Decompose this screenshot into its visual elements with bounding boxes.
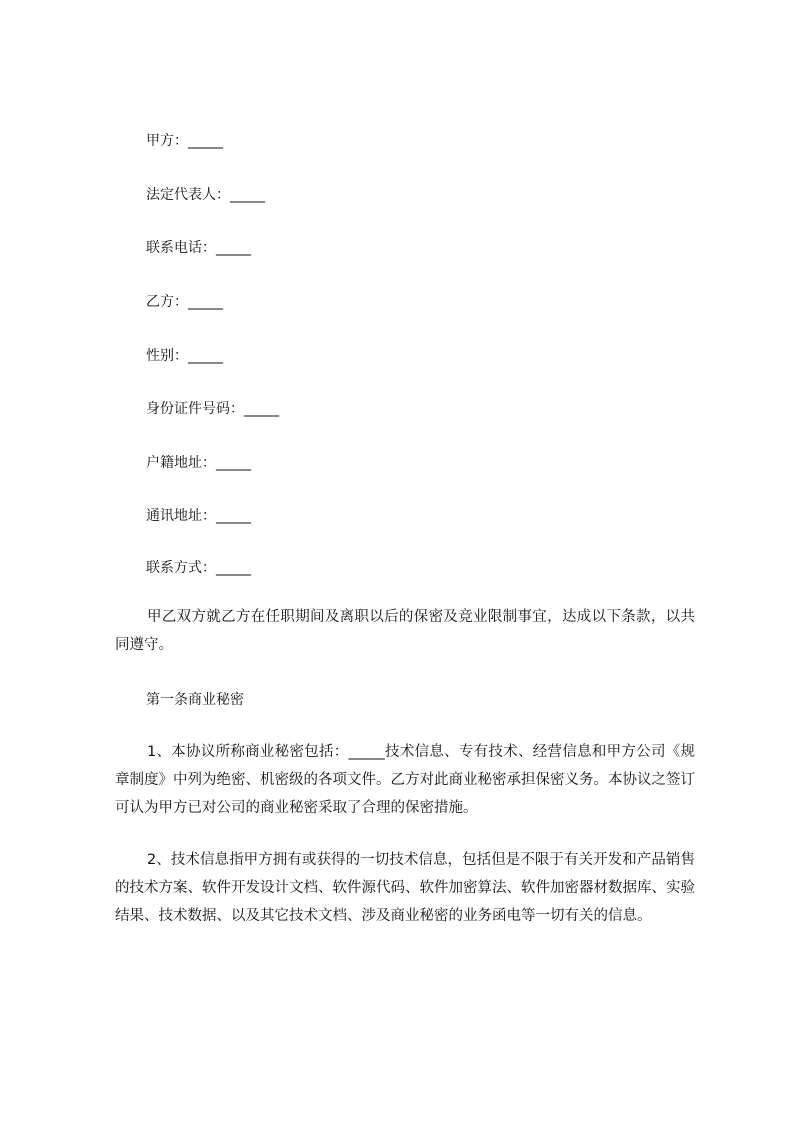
field-id-number — [146, 399, 279, 419]
field-blank: _____ — [188, 294, 223, 310]
field-mailing-address — [146, 506, 251, 526]
field-party-b — [146, 292, 223, 312]
field-gender — [146, 346, 223, 366]
field-label: 乙方： — [146, 294, 188, 310]
field-blank: _____ — [188, 348, 223, 364]
field-blank: _____ — [230, 187, 265, 203]
section-title: 第一条商业秘密 — [146, 692, 244, 708]
field-contact-method — [146, 558, 251, 578]
field-blank: _____ — [216, 508, 251, 524]
intro-paragraph: 甲乙双方就乙方在任职期间及离职以后的保密及竞业限制事宜，达成以下条款，以共同遵守。 — [115, 609, 695, 653]
clause-paragraph: 2、技术信息指甲方拥有或获得的一切技术信息，包括但是不限于有关开发和产品销售的技术方案、软件开发设计文档、软件源代码、软件加密算法、软件加密器材数据库、实验结果、技术数据、以及其它技术文档、涉及商业秘密的业务函电等一切有关的信息。 — [115, 852, 695, 924]
field-blank: _____ — [188, 133, 223, 149]
field-legal-representative — [146, 185, 265, 205]
field-household-address — [146, 453, 251, 473]
field-label: 联系方式： — [146, 560, 216, 576]
field-contact-phone — [146, 238, 251, 258]
field-label: 甲方： — [146, 133, 188, 149]
field-label: 户籍地址： — [146, 455, 216, 471]
field-label: 法定代表人： — [146, 187, 230, 203]
field-label: 身份证件号码： — [146, 401, 244, 417]
field-label: 性别： — [146, 348, 188, 364]
clause-paragraph: 1、本协议所称商业秘密包括：_____技术信息、专有技术、经营信息和甲方公司《规章制度》中列为绝密、机密级的各项文件。乙方对此商业秘密承担保密义务。本协议之签订可认为甲方已对公司的商业秘密采取了合理的保密措施。 — [115, 744, 695, 816]
field-label: 通讯地址： — [146, 508, 216, 524]
field-blank: _____ — [216, 455, 251, 471]
field-party-a — [146, 131, 223, 151]
field-blank: _____ — [244, 401, 279, 417]
field-label: 联系电话： — [146, 240, 216, 256]
field-blank: _____ — [216, 240, 251, 256]
field-blank: _____ — [216, 560, 251, 576]
